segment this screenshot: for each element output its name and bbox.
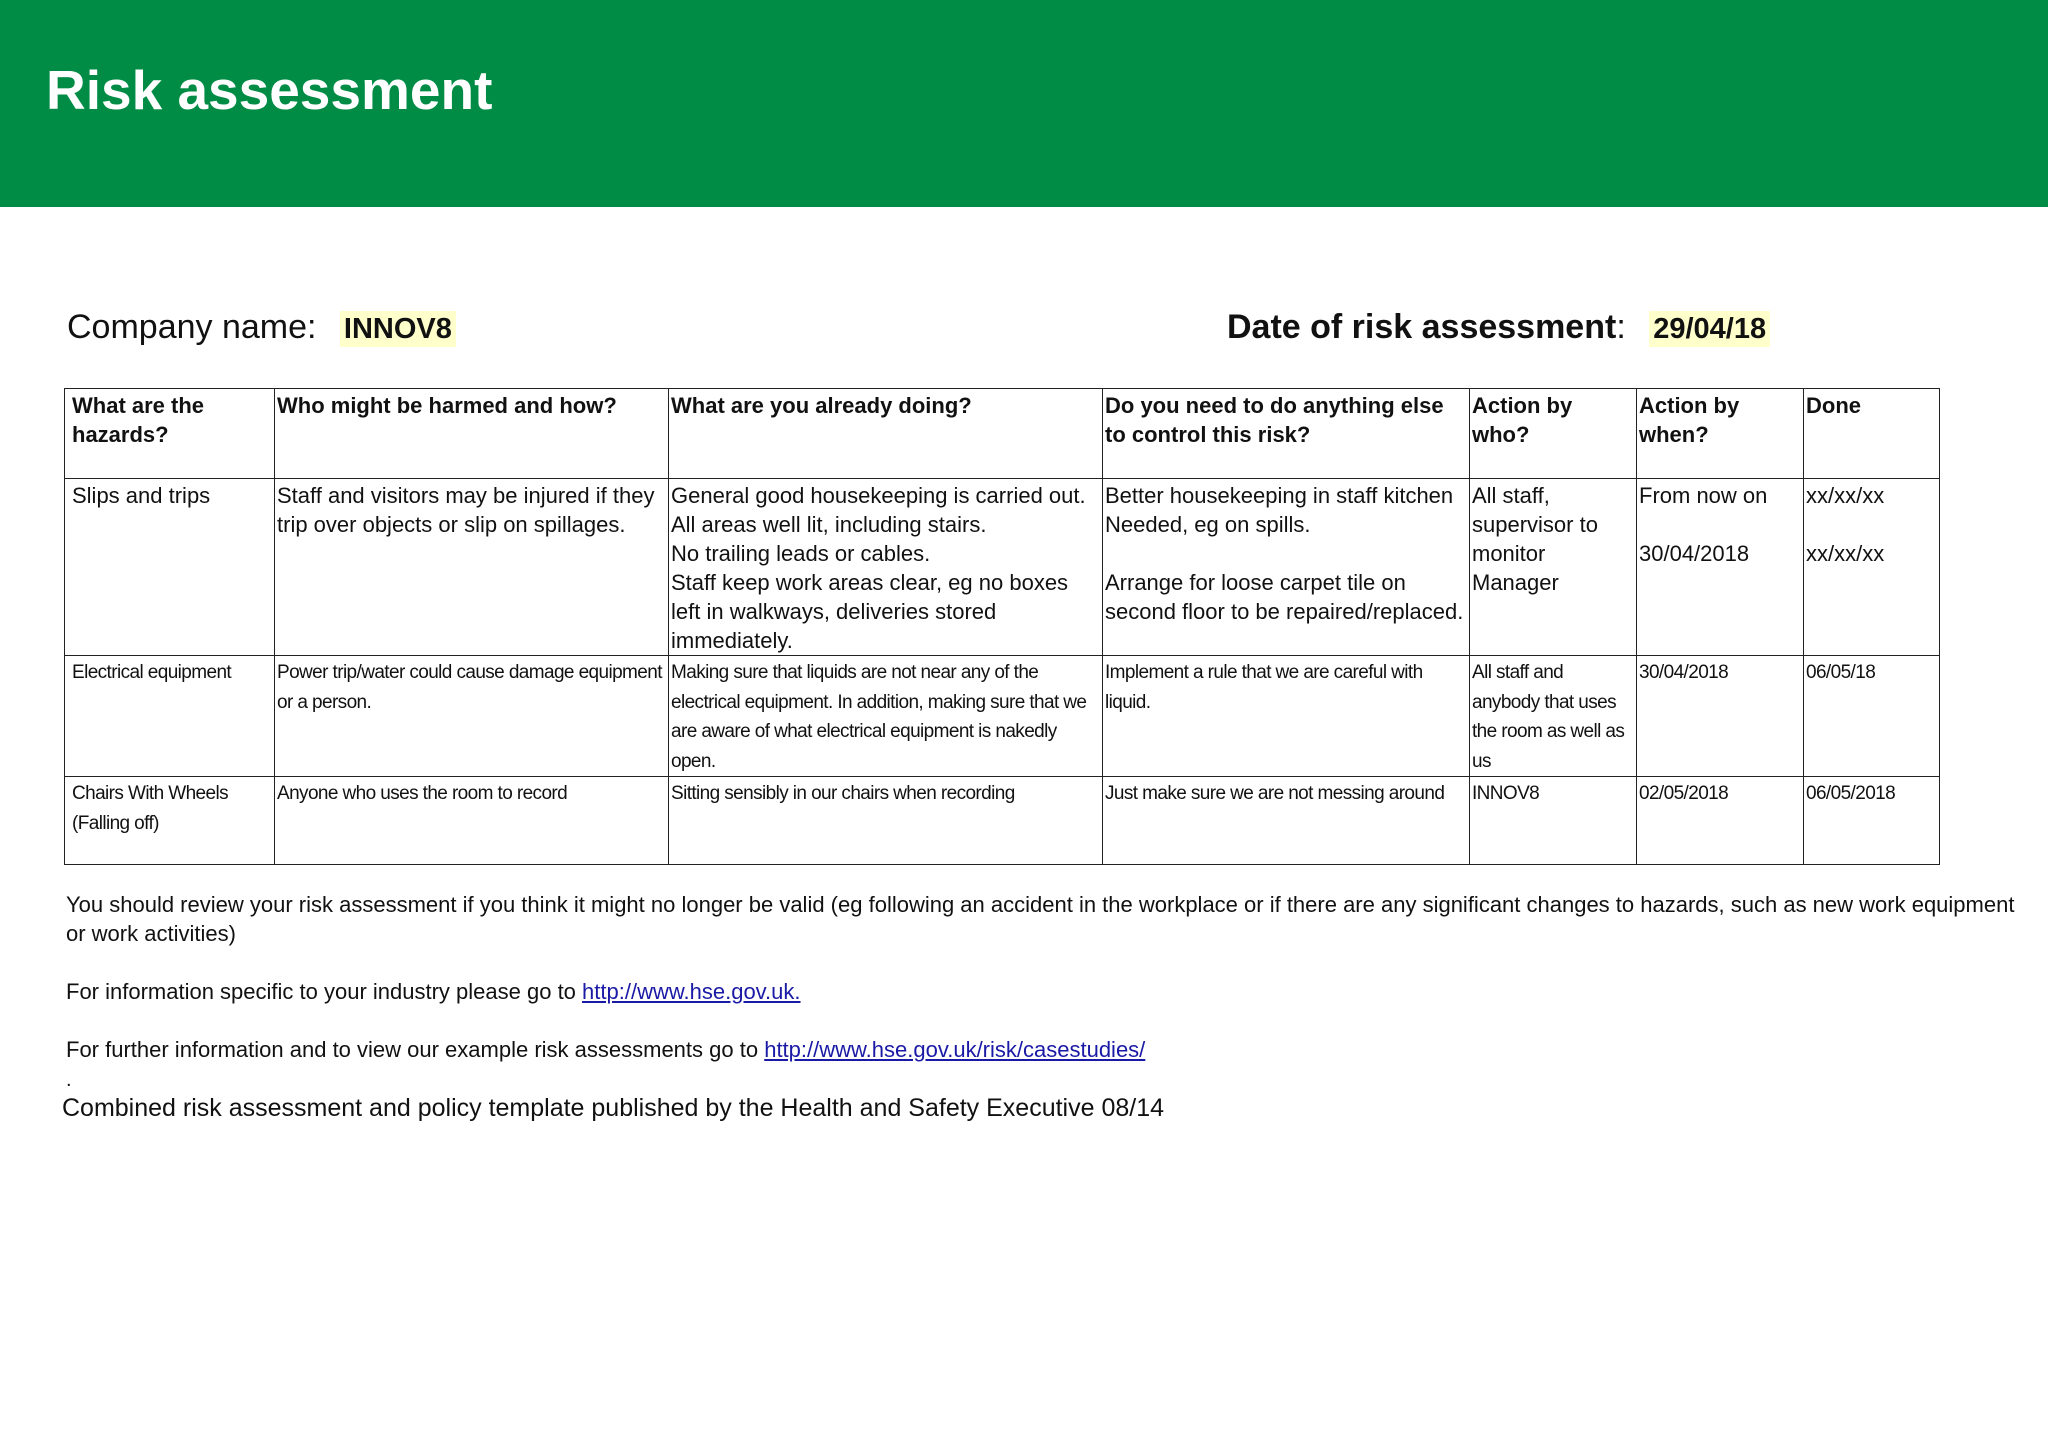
table-row [65, 777, 1940, 865]
footer-dot: . [66, 1069, 72, 1091]
company-name-row [67, 308, 456, 347]
company-name-value[interactable]: INNOV8 [340, 311, 456, 347]
cell-by-who[interactable] [1470, 479, 1637, 656]
cell-hazard[interactable]: Electrical equipment [65, 656, 275, 777]
cell-already[interactable]: Making sure that liquids are not near any of the electrical equipment. In addition, making sure that we are aware of what electrical equipment is nakedly open. [669, 656, 1103, 777]
hse-link[interactable]: http://www.hse.gov.uk. [582, 979, 801, 1004]
assessment-date-value[interactable]: 29/04/18 [1649, 311, 1770, 347]
further-note [66, 1035, 2026, 1064]
cell-by-when[interactable] [1637, 479, 1804, 656]
cell-who[interactable]: Anyone who uses the room to record [275, 777, 669, 865]
cell-hazard[interactable]: Chairs With Wheels (Falling off) [65, 777, 275, 865]
cell-line: Staff keep work areas clear, eg no boxes left in walkways, deliveries stored immediately. [671, 570, 1075, 653]
cell-hazard[interactable]: Slips and trips [65, 479, 275, 656]
cell-else[interactable]: Just make sure we are not messing around [1103, 777, 1470, 865]
cell-already[interactable]: Sitting sensibly in our chairs when recording [669, 777, 1103, 865]
header-who-harmed: Who might be harmed and how? [275, 389, 669, 479]
page-title: Risk assessment [46, 59, 493, 121]
review-note: You should review your risk assessment if you think it might no longer be valid (eg following an accident in the workplace or if there are any significant changes to hazards, such as new work equipment or work activities) [66, 892, 2015, 946]
cell-else[interactable]: Implement a rule that we are careful with liquid. [1103, 656, 1470, 777]
cell-already[interactable] [669, 479, 1103, 656]
cell-done[interactable] [1804, 479, 1940, 656]
cell-by-who[interactable]: All staff and anybody that uses the room as well as us [1470, 656, 1637, 777]
further-note-text: For further information and to view our example risk assessments go to [66, 1037, 765, 1062]
cell-done[interactable]: 06/05/2018 [1804, 777, 1940, 865]
cell-by-when[interactable]: 02/05/2018 [1637, 777, 1804, 865]
risk-table [64, 388, 1940, 865]
cell-line: Better housekeeping in staff kitchen Needed, eg on spills. [1105, 483, 1460, 537]
cell-line: Manager [1472, 570, 1559, 595]
header-done: Done [1804, 389, 1940, 479]
table-row [65, 479, 1940, 656]
header-hazards: What are the hazards? [65, 389, 275, 479]
cell-line: xx/xx/xx [1806, 541, 1885, 566]
cell-line: From now on [1639, 483, 1768, 508]
table-header-row [65, 389, 1940, 479]
header-action-by-who: Action by who? [1470, 389, 1637, 479]
header-anything-else: Do you need to do anything else to control this risk? [1103, 389, 1470, 479]
assessment-date-separator: : [1616, 308, 1626, 346]
cell-who[interactable]: Power trip/water could cause damage equipment or a person. [275, 656, 669, 777]
cell-else[interactable] [1103, 479, 1470, 656]
industry-note [66, 977, 2026, 1006]
cell-done[interactable]: 06/05/18 [1804, 656, 1940, 777]
cell-line: 30/04/2018 [1639, 541, 1750, 566]
cell-line: No trailing leads or cables. [671, 541, 931, 566]
cell-line: xx/xx/xx [1806, 483, 1885, 508]
published-note: Combined risk assessment and policy template published by the Health and Safety Executive 08/14 [62, 1094, 1165, 1122]
cell-line: General good housekeeping is carried out. [671, 483, 1086, 508]
header-already-doing: What are you already doing? [669, 389, 1103, 479]
cell-by-who[interactable]: INNOV8 [1470, 777, 1637, 865]
cell-who[interactable]: Staff and visitors may be injured if they trip over objects or slip on spillages. [275, 479, 669, 656]
casestudies-link[interactable]: http://www.hse.gov.uk/risk/casestudies/ [764, 1037, 1146, 1062]
cell-by-when[interactable]: 30/04/2018 [1637, 656, 1804, 777]
table-row [65, 656, 1940, 777]
header-action-by-when: Action by when? [1637, 389, 1804, 479]
header-banner [0, 0, 2048, 207]
cell-line: All staff, supervisor to monitor [1472, 483, 1605, 566]
industry-note-text: For information specific to your industry please go to [66, 979, 583, 1004]
assessment-date-label: Date of risk assessment [1227, 308, 1617, 346]
cell-line: Arrange for loose carpet tile on second floor to be repaired/replaced. [1105, 570, 1464, 624]
cell-line: All areas well lit, including stairs. [671, 512, 987, 537]
assessment-date-row [1227, 308, 1770, 347]
company-name-label: Company name: [67, 308, 317, 346]
footer-notes [66, 890, 2026, 1093]
